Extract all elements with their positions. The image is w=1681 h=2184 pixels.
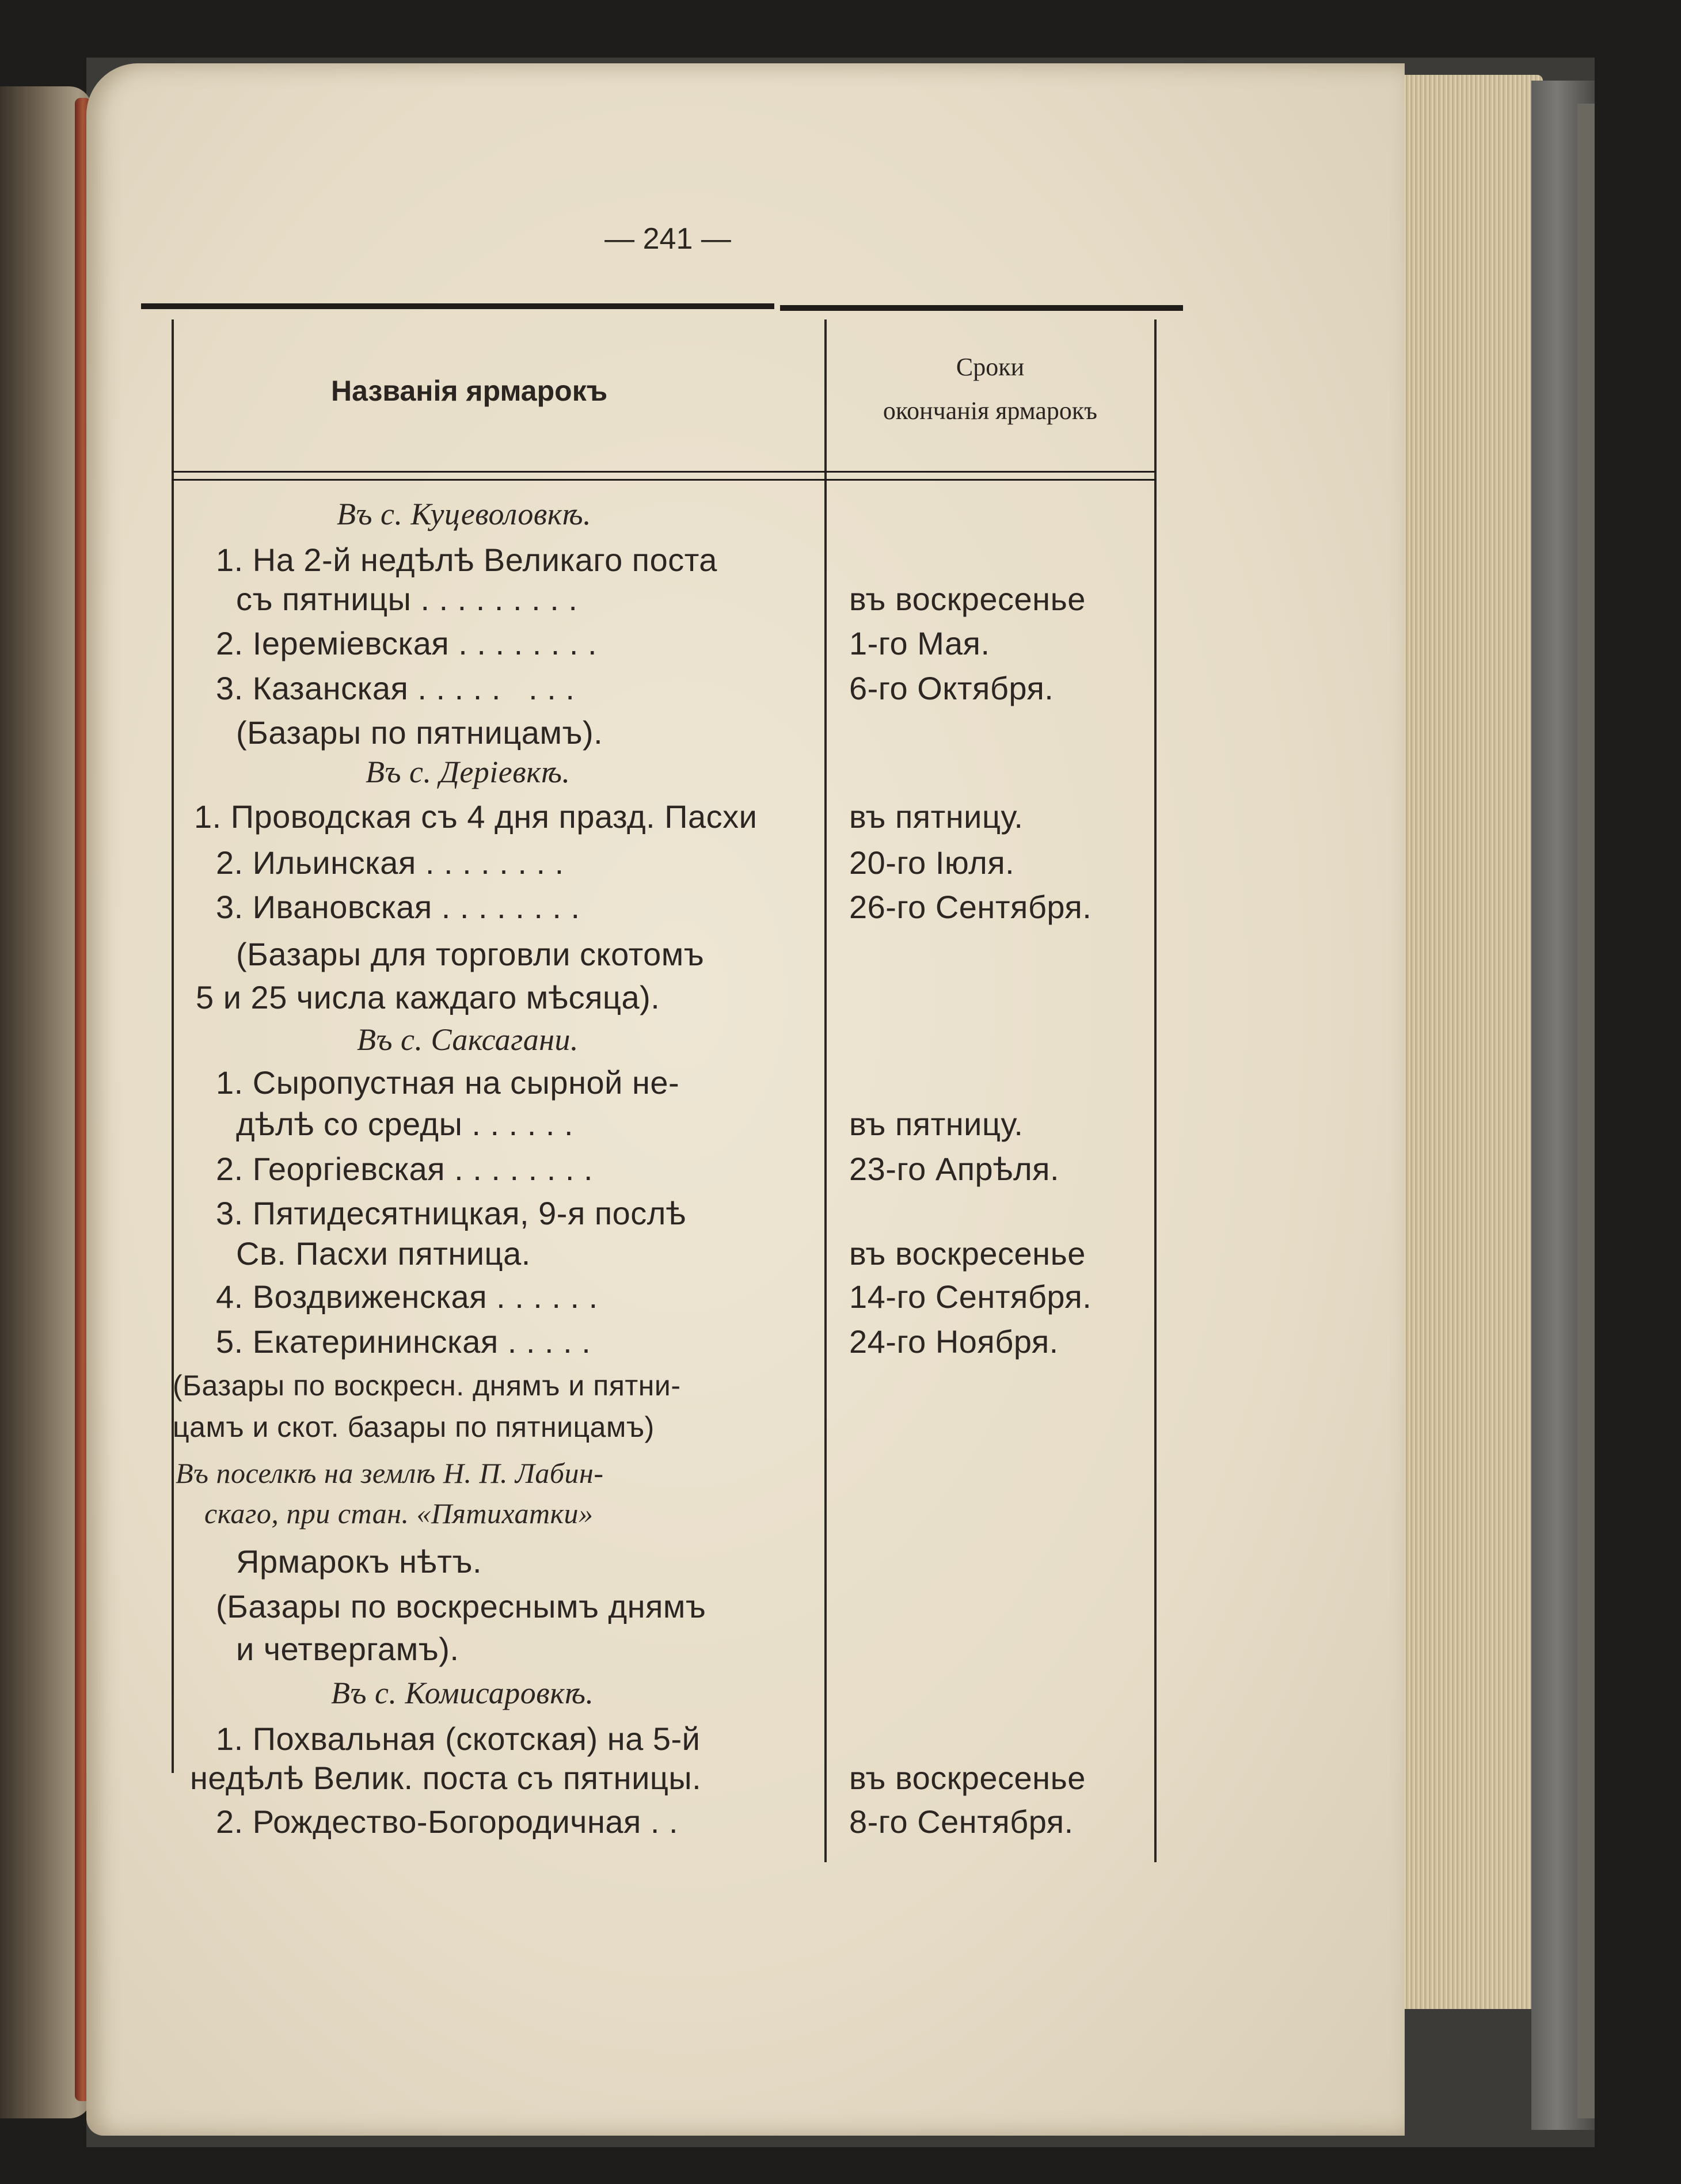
header-fair-dates (835, 345, 1146, 433)
top-rule-right (780, 305, 1183, 311)
fair-row-left: (Базары по пятницамъ). (236, 714, 603, 751)
fair-row-left: недѣлѣ Велик. поста съ пятницы. (190, 1760, 702, 1796)
header-dates-line1: Сроки (956, 353, 1025, 381)
fair-row-right: въ пятницу. (849, 1106, 1024, 1142)
village-heading: Въ с. Саксагани. (357, 1022, 579, 1057)
page-stack-edges (1399, 75, 1543, 2009)
fair-row-left: цамъ и скот. базары по пятницамъ) (173, 1411, 655, 1443)
table-column-divider (824, 319, 827, 1862)
fair-row-left: 3. Казанская . . . . . . . . (216, 670, 575, 706)
fair-row-left: 5. Екатерининская . . . . . (216, 1323, 591, 1360)
village-heading: Въ с. Комисаровкѣ. (331, 1676, 594, 1710)
fair-row-right: 6-го Октября. (849, 670, 1054, 706)
header-dates-line2: окончанія ярмарокъ (883, 397, 1098, 425)
fair-row-right: въ воскресенье (849, 1760, 1086, 1796)
fair-row-left: съ пятницы . . . . . . . . . (236, 581, 578, 617)
village-heading: Въ поселкѣ на землѣ Н. П. Лабин- (176, 1457, 604, 1489)
fair-row-left: 3. Пятидесятницкая, 9-я послѣ (216, 1195, 686, 1231)
fair-row-left: 4. Воздвиженская . . . . . . (216, 1279, 598, 1315)
book-cover-inner (1577, 104, 1595, 2118)
fair-row-left: дѣлѣ со среды . . . . . . (236, 1106, 574, 1142)
village-heading: скаго, при стан. «Пятихатки» (204, 1497, 594, 1529)
page-number: — 241 — (604, 222, 731, 256)
fair-row-left: 3. Ивановская . . . . . . . . (216, 889, 580, 925)
fair-row-left: 1. На 2-й недѣлѣ Великаго поста (216, 542, 717, 578)
fair-row-right: 20-го Іюля. (849, 844, 1015, 881)
header-rule-b (172, 479, 1156, 481)
fair-row-left: 1. Сыропустная на сырной не- (216, 1064, 680, 1101)
fair-row-left: Св. Пасхи пятница. (236, 1235, 531, 1272)
top-rule-left (141, 303, 774, 309)
fair-row-right: 24-го Ноября. (849, 1323, 1059, 1360)
table-right-border (1154, 319, 1157, 1862)
fair-row-right: 26-го Сентября. (849, 889, 1092, 925)
village-heading: Въ с. Дерiевкѣ. (366, 755, 571, 789)
fair-row-left: и четвергамъ). (236, 1631, 459, 1667)
fair-row-left: (Базары для торговли скотомъ (236, 936, 705, 972)
table-left-border (172, 319, 174, 1773)
fair-row-left: (Базары по воскресн. днямъ и пятни- (173, 1369, 681, 1402)
fair-row-left: 5 и 25 числа каждаго мѣсяца). (196, 979, 660, 1015)
header-fair-names: Названія ярмарокъ (331, 375, 608, 407)
fair-row-left: 2. Георгiевская . . . . . . . . (216, 1151, 594, 1187)
fair-row-right: 1-го Мая. (849, 625, 990, 661)
fair-row-left: 1. Похвальная (скотская) на 5-й (216, 1721, 701, 1757)
header-rule-a (172, 471, 1156, 473)
fair-row-right: въ пятницу. (849, 798, 1024, 835)
fair-row-right: въ воскресенье (849, 1235, 1086, 1272)
fair-row-right: 14-го Сентября. (849, 1279, 1092, 1315)
fair-row-left: 2. Іеремiевская . . . . . . . . (216, 625, 598, 661)
fair-row-left: 2. Ильинская . . . . . . . . (216, 844, 564, 881)
village-heading: Въ с. Куцеволовкѣ. (337, 497, 592, 531)
fair-row-right: въ воскресенье (849, 581, 1086, 617)
fair-row-left: 1. Проводская съ 4 дня празд. Пасхи (194, 798, 758, 835)
fair-row-right: 8-го Сентября. (849, 1803, 1074, 1840)
fair-row-left: (Базары по воскреснымъ днямъ (216, 1588, 706, 1624)
fair-row-right: 23-го Апрѣля. (849, 1151, 1060, 1187)
fair-row-left: Ярмарокъ нѣтъ. (236, 1543, 482, 1580)
fair-row-left: 2. Рождество-Богородичная . . (216, 1803, 679, 1840)
